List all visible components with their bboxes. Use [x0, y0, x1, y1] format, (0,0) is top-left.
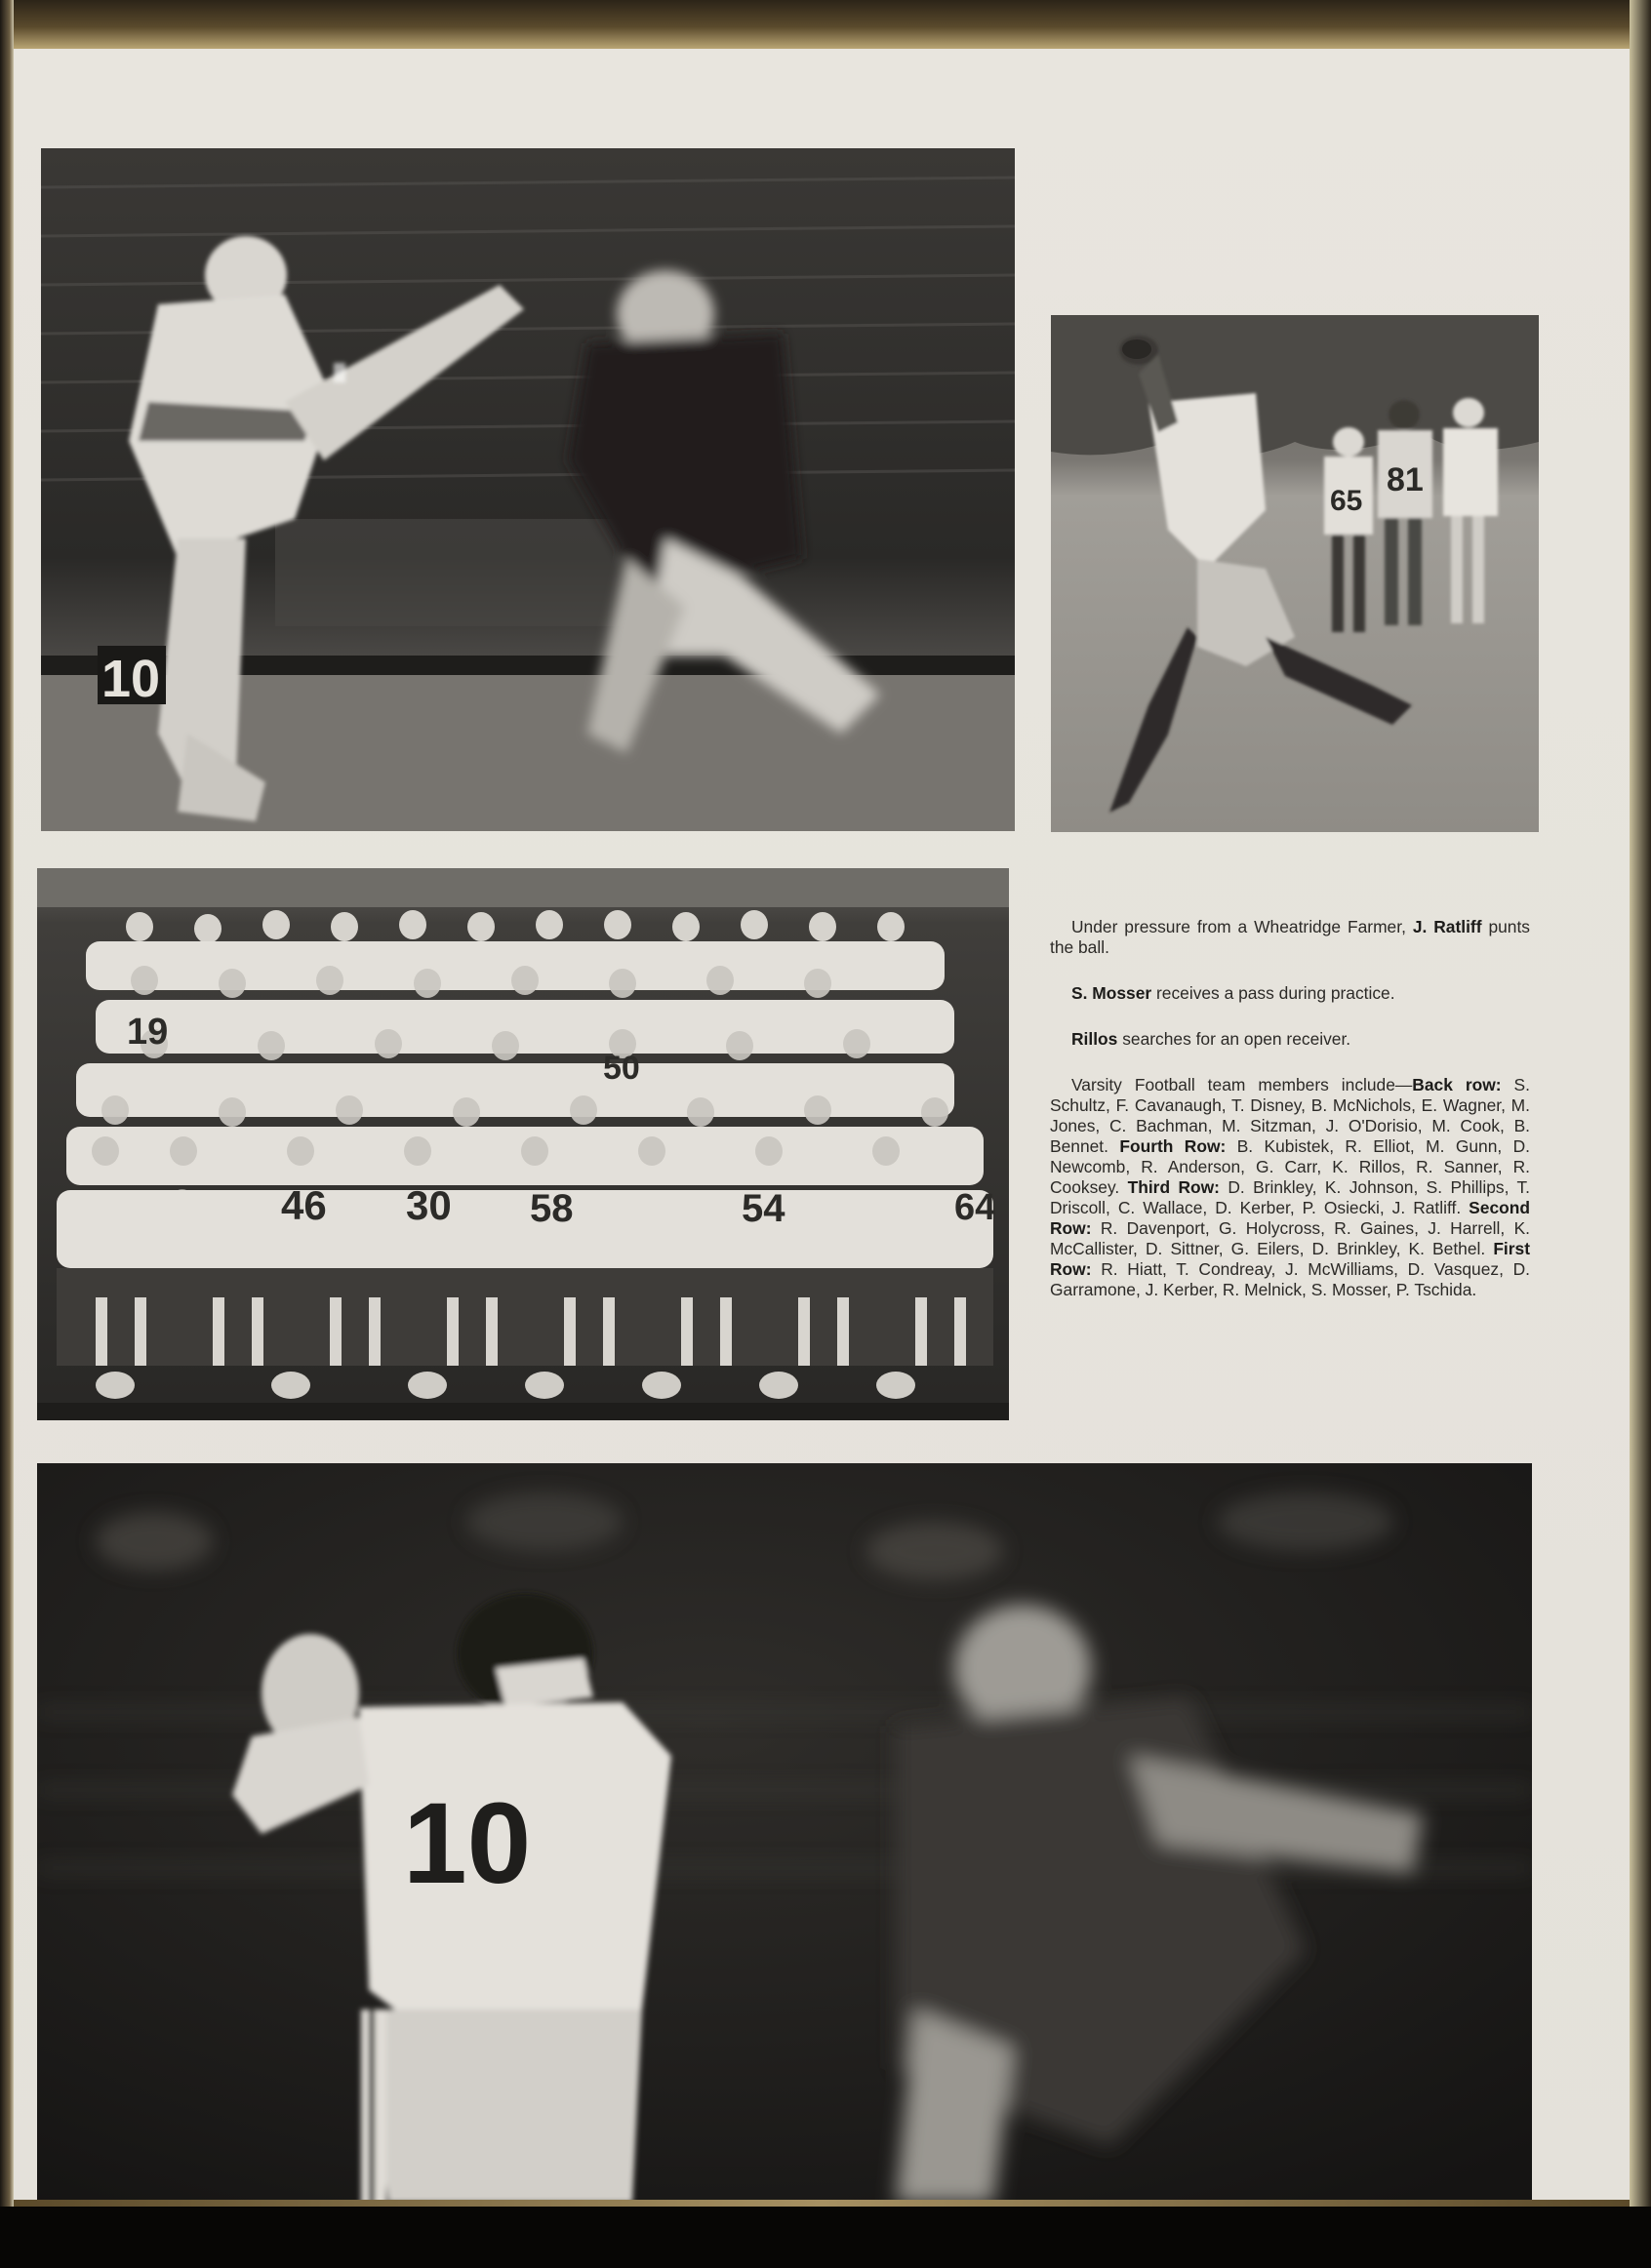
team-jersey-number-30: 30: [406, 1182, 452, 1228]
team-row-label: Fourth Row:: [1119, 1136, 1227, 1156]
caption-catch: [1050, 983, 1530, 1004]
punt-photo: [41, 148, 1015, 831]
page-bottom-shadow: [0, 2207, 1651, 2268]
caption-catch-name: S. Mosser: [1071, 983, 1152, 1003]
team-row-names: D. Brinkley, K. Johnson, S. Phillips, T. Driscoll, C. Wallace, D. Kerber, P. Osiecki, J. Ratliff.: [1050, 1177, 1530, 1217]
team-row-label: Third Row:: [1127, 1177, 1220, 1197]
page-right-edge: [1630, 0, 1651, 2268]
football-ball: [1122, 339, 1151, 359]
catch-jersey-number-81: 81: [1387, 461, 1424, 498]
catch-jersey-number-65: 65: [1330, 485, 1363, 517]
team-row-names: B. Kubistek, R. Elliot, M. Gunn, D. Newcomb, R. Anderson, G. Carr, K. Rillos, R. Sanner, R. Cooksey.: [1050, 1136, 1530, 1197]
caption-catch-post: receives a pass during practice.: [1156, 983, 1395, 1003]
team-row-names: R. Davenport, G. Holycross, R. Gaines, J. Harrell, K. McCallister, D. Sittner, G. Eilers, D. Brinkley, K. Bethel.: [1050, 1218, 1530, 1258]
page-left-binding: [0, 0, 14, 2268]
caption-punt-pre: Under pressure from a Wheatridge Farmer,: [1071, 917, 1406, 936]
team-jersey-number-46: 46: [281, 1182, 327, 1228]
caption-pass-post: searches for an open receiver.: [1122, 1029, 1351, 1049]
pass-jersey-number: 10: [403, 1779, 532, 1908]
team-jersey-number-58: 58: [530, 1187, 574, 1230]
team-jersey-number-52: 52: [146, 1181, 194, 1229]
caption-pass: [1050, 1029, 1530, 1050]
team-row-label: Second Row:: [1050, 1198, 1530, 1238]
team-row-label: Back row:: [1412, 1075, 1502, 1094]
team-jersey-number-19: 19: [127, 1012, 169, 1053]
caption-punt-name: J. Ratliff: [1412, 917, 1482, 936]
team-row-names: S. Schultz, F. Cavanaugh, T. Disney, B. McNichols, E. Wagner, M. Jones, C. Bachman, M. Sitzman, J. O'Dorisio, M. Cook, B. Bennet.: [1050, 1075, 1530, 1156]
catch-photo: [1051, 315, 1539, 832]
team-row-names: R. Hiatt, T. Condreay, J. McWilliams, D. Vasquez, D. Garramone, J. Kerber, R. Melnick, S. Mosser, P. Tschida.: [1050, 1259, 1530, 1299]
team-jersey-number-64: 64: [954, 1187, 996, 1228]
punt-jersey-number: 10: [101, 650, 161, 708]
page-top-edge: [0, 0, 1651, 49]
captions-block: [1050, 917, 1530, 1326]
caption-team-intro: Varsity Football team members include—: [1071, 1075, 1413, 1094]
caption-team: [1050, 1075, 1530, 1300]
pass-photo: [37, 1463, 1532, 2203]
caption-pass-name: Rillos: [1071, 1029, 1118, 1049]
team-jersey-number-50: 50: [603, 1050, 640, 1087]
team-row-label: First Row:: [1050, 1239, 1530, 1279]
caption-punt-post: punts the ball.: [1050, 917, 1530, 957]
team-photo: [37, 868, 1009, 1420]
caption-punt: [1050, 917, 1530, 958]
team-jersey-number-54: 54: [742, 1187, 785, 1230]
